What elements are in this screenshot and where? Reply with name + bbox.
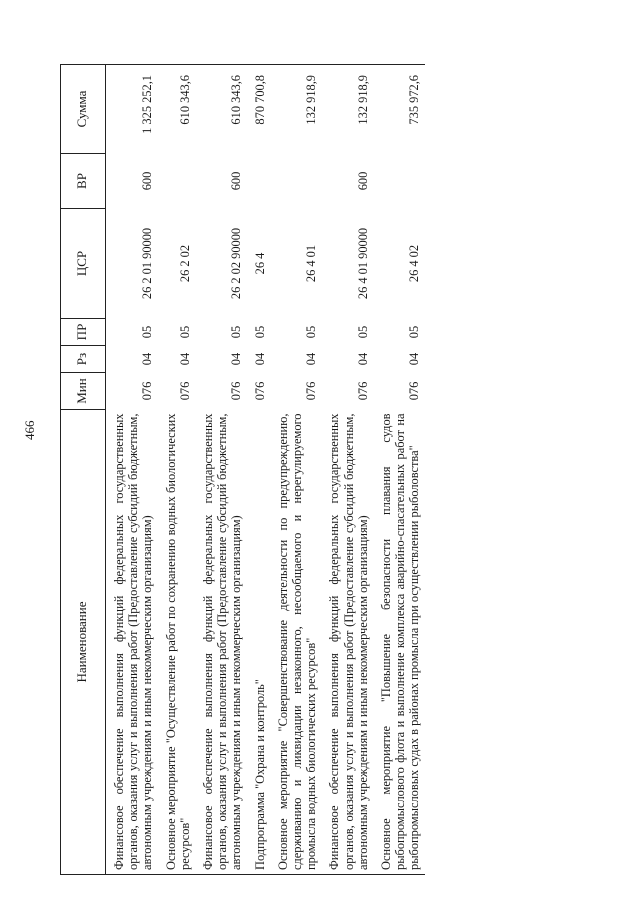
table-row — [158, 65, 195, 875]
name-cell: Основное мероприятие "Осуществление работ по сохранению водных биологических ресурсов" — [158, 410, 195, 875]
sum-cell: 735 972,6 — [373, 65, 425, 154]
name-cell: Основное мероприятие "Совершенствование деятельности по предупреждению, сдерживанию и ликвидации незаконного, несообщаемого и нерегулируемого промысла водных биологических ресурсов" — [270, 410, 322, 875]
min-cell: 076 — [355, 381, 370, 401]
rz-cell: 04 — [355, 352, 370, 366]
page-number: 466 — [22, 420, 37, 440]
header-csr: ЦСР — [61, 209, 106, 319]
min-cell: 076 — [252, 381, 267, 401]
csr-cell: 26 4 01 90000 — [355, 227, 370, 300]
sum-cell: 610 343,6 — [158, 65, 195, 154]
table-row — [321, 65, 373, 875]
vr-cell — [270, 154, 322, 209]
header-sum: Сумма — [61, 65, 106, 154]
table-row — [373, 65, 425, 875]
header-name: Наименование — [61, 410, 106, 875]
rz-cell: 04 — [140, 352, 155, 366]
csr-cell: 26 4 — [252, 252, 267, 275]
min-cell: 076 — [229, 381, 244, 401]
sum-cell: 610 343,6 — [195, 65, 247, 154]
vr-cell: 600 — [355, 171, 370, 191]
table-row — [270, 65, 322, 875]
min-cell: 076 — [177, 381, 192, 401]
rz-cell: 04 — [304, 352, 319, 366]
vr-cell: 600 — [140, 171, 155, 191]
table-row — [106, 65, 158, 875]
pr-cell: 05 — [304, 325, 319, 339]
table-body — [106, 65, 425, 875]
table-row — [195, 65, 247, 875]
budget-table — [60, 64, 425, 875]
vr-cell — [158, 154, 195, 209]
header-row — [61, 65, 106, 875]
header-rz: Рз — [61, 346, 106, 373]
pr-cell: 05 — [229, 325, 244, 339]
min-cell: 076 — [140, 381, 155, 401]
csr-cell: 26 4 01 — [304, 244, 319, 283]
name-cell: Основное мероприятие "Повышение безопасности плавания судов рыбопромыслового флота и выполнение комплекса аварийно-спасательных работ на рыбопромысловых судах в районах промысла при осуществлении рыболовства" — [373, 410, 425, 875]
sum-cell: 132 918,9 — [270, 65, 322, 154]
budget-table-wrap — [60, 65, 585, 875]
name-cell: Финансовое обеспечение выполнения функций федеральных государственных органов, оказания услуг и выполнения работ (Предоставление субсидий бюджетным, автономным учреждениям и иным некоммерческим организациям) — [106, 410, 158, 875]
pr-cell: 05 — [140, 325, 155, 339]
csr-cell: 26 2 02 90000 — [229, 227, 244, 300]
csr-cell: 26 2 02 — [177, 244, 192, 283]
pr-cell: 05 — [177, 325, 192, 339]
name-cell: Финансовое обеспечение выполнения функций федеральных государственных органов, оказания услуг и выполнения работ (Предоставление субсидий бюджетным, автономным учреждениям и иным некоммерческим организациям) — [195, 410, 247, 875]
sum-cell: 870 700,8 — [247, 65, 270, 154]
sum-cell: 132 918,9 — [321, 65, 373, 154]
vr-cell — [373, 154, 425, 209]
header-min: Мин — [61, 373, 106, 410]
min-cell: 076 — [304, 381, 319, 401]
rz-cell: 04 — [177, 352, 192, 366]
table-row — [247, 65, 270, 875]
rz-cell: 04 — [252, 352, 267, 366]
vr-cell: 600 — [229, 171, 244, 191]
header-vr: ВР — [61, 154, 106, 209]
vr-cell — [247, 154, 270, 209]
csr-cell: 26 4 02 — [407, 244, 422, 283]
pr-cell: 05 — [252, 325, 267, 339]
pr-cell: 05 — [355, 325, 370, 339]
header-pr: ПР — [61, 319, 106, 346]
csr-cell: 26 2 01 90000 — [140, 227, 155, 300]
sum-cell: 1 325 252,1 — [106, 65, 158, 154]
pr-cell: 05 — [407, 325, 422, 339]
name-cell: Подпрограмма "Охрана и контроль" — [247, 410, 270, 875]
name-cell: Финансовое обеспечение выполнения функций федеральных государственных органов, оказания услуг и выполнения работ (Предоставление субсидий бюджетным, автономным учреждениям и иным некоммерческим организациям) — [321, 410, 373, 875]
rz-cell: 04 — [229, 352, 244, 366]
min-cell: 076 — [407, 381, 422, 401]
rz-cell: 04 — [407, 352, 422, 366]
